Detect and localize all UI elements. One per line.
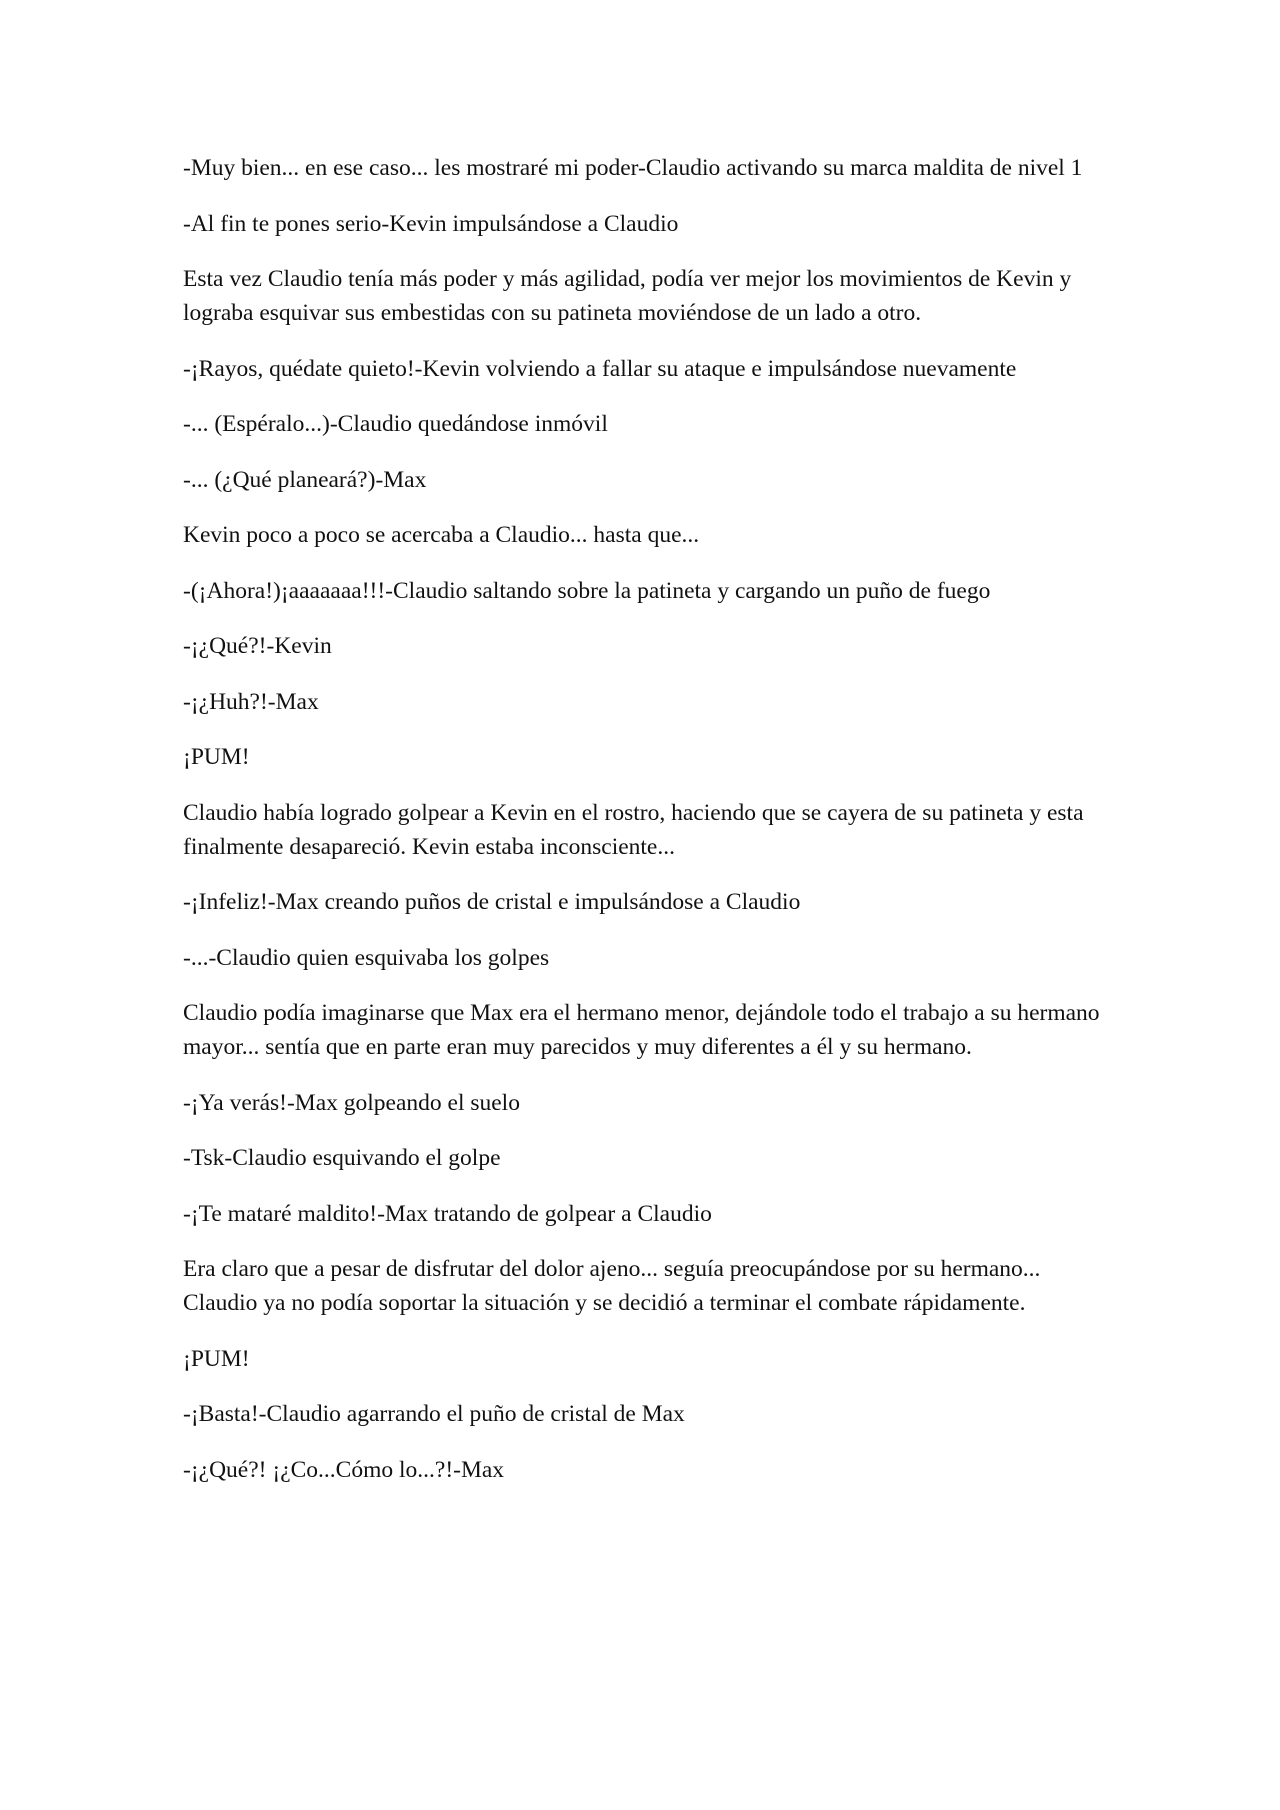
document-page: [183, 151, 1103, 1508]
paragraph: -Tsk-Claudio esquivando el golpe: [183, 1145, 501, 1171]
paragraph: -... (Espéralo...)-Claudio quedándose inmóvil: [183, 411, 608, 437]
paragraph: -¡Infeliz!-Max creando puños de cristal e impulsándose a Claudio: [183, 889, 801, 915]
paragraph: -¡¿Qué?!-Kevin: [183, 633, 332, 659]
paragraph: -¡Rayos, quédate quieto!-Kevin volviendo a fallar su ataque e impulsándose nuevamente: [183, 355, 1017, 382]
paragraph: -¡Ya verás!-Max golpeando el suelo: [183, 1089, 520, 1116]
paragraph: ¡PUM!: [183, 1345, 250, 1372]
paragraph: -Muy bien... en ese caso... les mostraré mi poder-Claudio activando su marca maldita de nivel 1: [183, 155, 1083, 181]
paragraph: Claudio había logrado golpear a Kevin en el rostro, haciendo que se cayera de su patineta y esta finalmente desapareció. Kevin estaba inconsciente...: [183, 799, 1084, 860]
paragraph: -¡¿Qué?! ¡¿Co...Cómo lo...?!-Max: [183, 1456, 505, 1483]
paragraph: Claudio podía imaginarse que Max era el hermano menor, dejándole todo el trabajo a su hermano mayor... sentía que en parte eran muy parecidos y muy diferentes a él y su hermano.: [183, 1000, 1100, 1060]
paragraph: Era claro que a pesar de disfrutar del dolor ajeno... seguía preocupándose por su hermano... Claudio ya no podía soportar la situación y se decidió a terminar el combate rápidamente.: [183, 1256, 1041, 1316]
paragraph: Kevin poco a poco se acercaba a Claudio... hasta que...: [183, 522, 700, 548]
paragraph: Esta vez Claudio tenía más poder y más agilidad, podía ver mejor los movimientos de Kevin y lograba esquivar sus embestidas con su patineta moviéndose de un lado a otro.: [183, 266, 1072, 326]
paragraph: -¡Te mataré maldito!-Max tratando de golpear a Claudio: [183, 1200, 712, 1227]
paragraph: -(¡Ahora!)¡aaaaaaa!!!-Claudio saltando sobre la patineta y cargando un puño de fuego: [183, 577, 991, 604]
paragraph: -...-Claudio quien esquivaba los golpes: [183, 944, 550, 971]
paragraph: -Al fin te pones serio-Kevin impulsándose a Claudio: [183, 210, 679, 237]
paragraph: ¡PUM!: [183, 744, 250, 770]
paragraph: -¡Basta!-Claudio agarrando el puño de cristal de Max: [183, 1401, 685, 1427]
paragraph: -¡¿Huh?!-Max: [183, 688, 319, 715]
paragraph: -... (¿Qué planeará?)-Max: [183, 466, 427, 493]
